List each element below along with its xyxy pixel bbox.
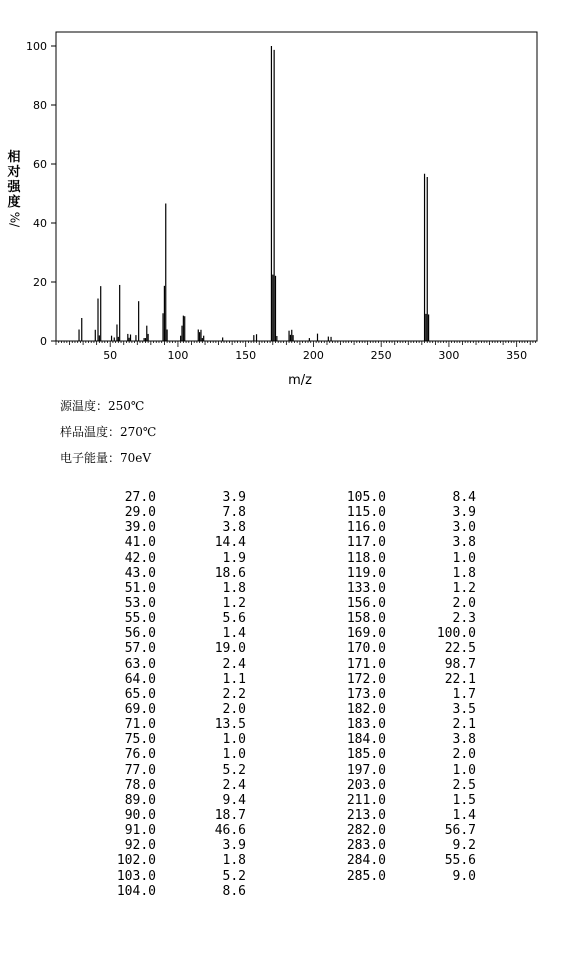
peak-table-row bbox=[330, 808, 476, 823]
relative-intensity-value: 55.6 bbox=[444, 853, 476, 869]
peak-table-row bbox=[100, 490, 246, 505]
peak-table-row bbox=[100, 566, 246, 581]
relative-intensity-value: 18.7 bbox=[214, 807, 246, 823]
mz-value: 69.0 bbox=[124, 701, 156, 717]
relative-intensity-value: 14.4 bbox=[214, 535, 246, 551]
peak-table-row bbox=[100, 672, 246, 687]
x-axis-title: m/z bbox=[288, 373, 312, 388]
relative-intensity-value: 3.0 bbox=[452, 520, 476, 536]
mz-value: 103.0 bbox=[116, 868, 156, 884]
peak-table-row bbox=[100, 641, 246, 656]
peak-table-row bbox=[330, 641, 476, 656]
relative-intensity-value: 1.8 bbox=[222, 853, 246, 869]
relative-intensity-value: 2.5 bbox=[452, 777, 476, 793]
peak-table-row bbox=[100, 551, 246, 566]
mz-value: 211.0 bbox=[346, 792, 386, 808]
relative-intensity-value: 2.1 bbox=[452, 717, 476, 733]
relative-intensity-value: 1.0 bbox=[222, 747, 246, 763]
mz-value: 285.0 bbox=[346, 868, 386, 884]
mz-value: 133.0 bbox=[346, 580, 386, 596]
relative-intensity-value: 2.2 bbox=[222, 686, 246, 702]
mz-value: 213.0 bbox=[346, 807, 386, 823]
peak-table-row bbox=[330, 853, 476, 868]
acquisition-conditions bbox=[60, 399, 156, 477]
mz-value: 105.0 bbox=[346, 490, 386, 505]
mz-value: 172.0 bbox=[346, 671, 386, 687]
y-axis-title-char: 度 bbox=[7, 195, 21, 210]
mz-value: 158.0 bbox=[346, 611, 386, 627]
peak-table-row bbox=[330, 732, 476, 747]
peak-table-row bbox=[330, 520, 476, 535]
relative-intensity-value: 1.8 bbox=[222, 580, 246, 596]
peak-table-row bbox=[330, 747, 476, 762]
y-tick-label: 0 bbox=[40, 335, 47, 348]
mz-value: 71.0 bbox=[124, 717, 156, 733]
source-temperature: 源温度：250℃ bbox=[60, 399, 145, 413]
mz-value: 284.0 bbox=[346, 853, 386, 869]
peak-table-row bbox=[100, 596, 246, 611]
mz-value: 170.0 bbox=[346, 641, 386, 657]
peak-table-row bbox=[330, 581, 476, 596]
peak-table-row bbox=[100, 581, 246, 596]
y-tick-label: 80 bbox=[33, 99, 47, 112]
relative-intensity-value: 3.9 bbox=[222, 838, 246, 854]
x-tick-label: 350 bbox=[506, 349, 528, 362]
relative-intensity-value: 9.4 bbox=[222, 792, 246, 808]
sample-temperature: 样品温度：270℃ bbox=[60, 425, 157, 439]
mz-value: 77.0 bbox=[124, 762, 156, 778]
relative-intensity-value: 19.0 bbox=[214, 641, 246, 657]
peak-table-row bbox=[100, 626, 246, 641]
relative-intensity-value: 100.0 bbox=[436, 626, 476, 642]
relative-intensity-value: 5.2 bbox=[222, 868, 246, 884]
peak-table-row bbox=[100, 778, 246, 793]
mass-spectrum-chart bbox=[0, 0, 570, 390]
mz-value: 55.0 bbox=[124, 611, 156, 627]
peak-table-row bbox=[330, 869, 476, 884]
mz-value: 41.0 bbox=[124, 535, 156, 551]
y-tick-label: 40 bbox=[33, 217, 47, 230]
y-tick-label: 20 bbox=[33, 276, 47, 289]
mz-value: 119.0 bbox=[346, 565, 386, 581]
mz-value: 197.0 bbox=[346, 762, 386, 778]
mz-value: 51.0 bbox=[124, 580, 156, 596]
peak-table-row bbox=[330, 535, 476, 550]
peak-table-row bbox=[100, 535, 246, 550]
relative-intensity-value: 1.5 bbox=[452, 792, 476, 808]
mz-value: 184.0 bbox=[346, 732, 386, 748]
mz-value: 39.0 bbox=[124, 520, 156, 536]
relative-intensity-value: 1.2 bbox=[222, 595, 246, 611]
relative-intensity-value: 8.6 bbox=[222, 883, 246, 899]
mz-value: 185.0 bbox=[346, 747, 386, 763]
peak-table-row bbox=[330, 551, 476, 566]
peak-table-row bbox=[100, 763, 246, 778]
peak-table-row bbox=[330, 763, 476, 778]
spectrum-peaks bbox=[79, 46, 429, 341]
mz-value: 63.0 bbox=[124, 656, 156, 672]
mz-value: 203.0 bbox=[346, 777, 386, 793]
peak-table-row bbox=[100, 717, 246, 732]
peak-table-row bbox=[330, 611, 476, 626]
y-axis-title-char: %/ bbox=[7, 211, 22, 228]
peak-table-left bbox=[100, 490, 246, 899]
peak-table-row bbox=[330, 626, 476, 641]
relative-intensity-value: 3.8 bbox=[452, 732, 476, 748]
mz-value: 115.0 bbox=[346, 505, 386, 521]
relative-intensity-value: 2.0 bbox=[222, 701, 246, 717]
relative-intensity-value: 13.5 bbox=[214, 717, 246, 733]
relative-intensity-value: 1.8 bbox=[452, 565, 476, 581]
mz-value: 169.0 bbox=[346, 626, 386, 642]
relative-intensity-value: 1.0 bbox=[222, 732, 246, 748]
y-tick-label: 100 bbox=[26, 40, 47, 53]
mz-value: 75.0 bbox=[124, 732, 156, 748]
relative-intensity-value: 46.6 bbox=[214, 823, 246, 839]
mz-value: 118.0 bbox=[346, 550, 386, 566]
mz-value: 53.0 bbox=[124, 595, 156, 611]
mz-value: 56.0 bbox=[124, 626, 156, 642]
relative-intensity-value: 1.0 bbox=[452, 550, 476, 566]
relative-intensity-value: 1.2 bbox=[452, 580, 476, 596]
relative-intensity-value: 8.4 bbox=[452, 490, 476, 505]
plot-frame bbox=[56, 32, 537, 341]
peak-table-row bbox=[330, 702, 476, 717]
relative-intensity-value: 2.4 bbox=[222, 777, 246, 793]
mz-value: 27.0 bbox=[124, 490, 156, 505]
relative-intensity-value: 7.8 bbox=[222, 505, 246, 521]
relative-intensity-value: 1.4 bbox=[222, 626, 246, 642]
mz-value: 104.0 bbox=[116, 883, 156, 899]
mz-value: 183.0 bbox=[346, 717, 386, 733]
peak-table-row bbox=[100, 884, 246, 899]
peak-table-row bbox=[100, 838, 246, 853]
peak-table-row bbox=[100, 611, 246, 626]
relative-intensity-value: 22.5 bbox=[444, 641, 476, 657]
plot-border bbox=[56, 32, 537, 341]
mz-value: 57.0 bbox=[124, 641, 156, 657]
peak-table-row bbox=[330, 505, 476, 520]
relative-intensity-value: 3.9 bbox=[222, 490, 246, 505]
y-axis-title bbox=[6, 150, 22, 227]
peak-table-row bbox=[330, 687, 476, 702]
mz-value: 283.0 bbox=[346, 838, 386, 854]
y-axis-title-char: 强 bbox=[7, 180, 21, 195]
mz-value: 90.0 bbox=[124, 807, 156, 823]
relative-intensity-value: 56.7 bbox=[444, 823, 476, 839]
x-tick-label: 300 bbox=[438, 349, 460, 362]
peak-table-row bbox=[330, 566, 476, 581]
peak-table-row bbox=[330, 717, 476, 732]
peak-table-row bbox=[330, 672, 476, 687]
mz-value: 42.0 bbox=[124, 550, 156, 566]
relative-intensity-value: 3.8 bbox=[222, 520, 246, 536]
x-tick-label: 150 bbox=[235, 349, 257, 362]
relative-intensity-value: 5.2 bbox=[222, 762, 246, 778]
peak-table-row bbox=[330, 657, 476, 672]
mz-value: 102.0 bbox=[116, 853, 156, 869]
relative-intensity-value: 1.1 bbox=[222, 671, 246, 687]
relative-intensity-value: 1.9 bbox=[222, 550, 246, 566]
peak-table-row bbox=[100, 747, 246, 762]
relative-intensity-value: 18.6 bbox=[214, 565, 246, 581]
peak-table-row bbox=[330, 778, 476, 793]
peak-table-row bbox=[100, 823, 246, 838]
electron-energy: 电子能量：70eV bbox=[60, 451, 152, 465]
peak-table-row bbox=[330, 490, 476, 505]
y-axis bbox=[26, 40, 56, 348]
peak-table-row bbox=[100, 520, 246, 535]
peak-table-row bbox=[330, 838, 476, 853]
peak-table-row bbox=[330, 823, 476, 838]
mz-value: 43.0 bbox=[124, 565, 156, 581]
peak-table-row bbox=[100, 505, 246, 520]
mz-value: 89.0 bbox=[124, 792, 156, 808]
relative-intensity-value: 22.1 bbox=[444, 671, 476, 687]
mz-value: 156.0 bbox=[346, 595, 386, 611]
mz-value: 117.0 bbox=[346, 535, 386, 551]
y-axis-title-char: 相 bbox=[7, 150, 21, 165]
relative-intensity-value: 1.4 bbox=[452, 807, 476, 823]
mz-value: 282.0 bbox=[346, 823, 386, 839]
relative-intensity-value: 98.7 bbox=[444, 656, 476, 672]
relative-intensity-value: 3.5 bbox=[452, 701, 476, 717]
relative-intensity-value: 2.0 bbox=[452, 595, 476, 611]
peak-table-row bbox=[100, 732, 246, 747]
y-tick-label: 60 bbox=[33, 158, 47, 171]
mz-value: 29.0 bbox=[124, 505, 156, 521]
relative-intensity-value: 1.7 bbox=[452, 686, 476, 702]
peak-table-row bbox=[100, 808, 246, 823]
x-axis bbox=[56, 341, 536, 362]
mz-value: 92.0 bbox=[124, 838, 156, 854]
mz-value: 76.0 bbox=[124, 747, 156, 763]
peak-table-row bbox=[100, 853, 246, 868]
mz-value: 182.0 bbox=[346, 701, 386, 717]
mz-value: 64.0 bbox=[124, 671, 156, 687]
x-tick-label: 100 bbox=[167, 349, 189, 362]
mz-value: 116.0 bbox=[346, 520, 386, 536]
peak-table-row bbox=[330, 596, 476, 611]
relative-intensity-value: 9.0 bbox=[452, 868, 476, 884]
peak-table-row bbox=[330, 793, 476, 808]
peak-table-row bbox=[100, 793, 246, 808]
relative-intensity-value: 9.2 bbox=[452, 838, 476, 854]
relative-intensity-value: 2.4 bbox=[222, 656, 246, 672]
mz-value: 78.0 bbox=[124, 777, 156, 793]
relative-intensity-value: 3.8 bbox=[452, 535, 476, 551]
relative-intensity-value: 5.6 bbox=[222, 611, 246, 627]
peak-table-right bbox=[330, 490, 476, 884]
relative-intensity-value: 3.9 bbox=[452, 505, 476, 521]
relative-intensity-value: 2.0 bbox=[452, 747, 476, 763]
mz-value: 171.0 bbox=[346, 656, 386, 672]
relative-intensity-value: 1.0 bbox=[452, 762, 476, 778]
peak-table-row bbox=[100, 869, 246, 884]
peak-table-row bbox=[100, 702, 246, 717]
peak-table-row bbox=[100, 687, 246, 702]
y-axis-title-char: 对 bbox=[7, 165, 21, 180]
mz-value: 91.0 bbox=[124, 823, 156, 839]
peak-table-row bbox=[100, 657, 246, 672]
x-tick-label: 250 bbox=[370, 349, 392, 362]
mz-value: 65.0 bbox=[124, 686, 156, 702]
x-tick-label: 50 bbox=[103, 349, 118, 362]
relative-intensity-value: 2.3 bbox=[452, 611, 476, 627]
x-tick-label: 200 bbox=[302, 349, 324, 362]
mz-value: 173.0 bbox=[346, 686, 386, 702]
